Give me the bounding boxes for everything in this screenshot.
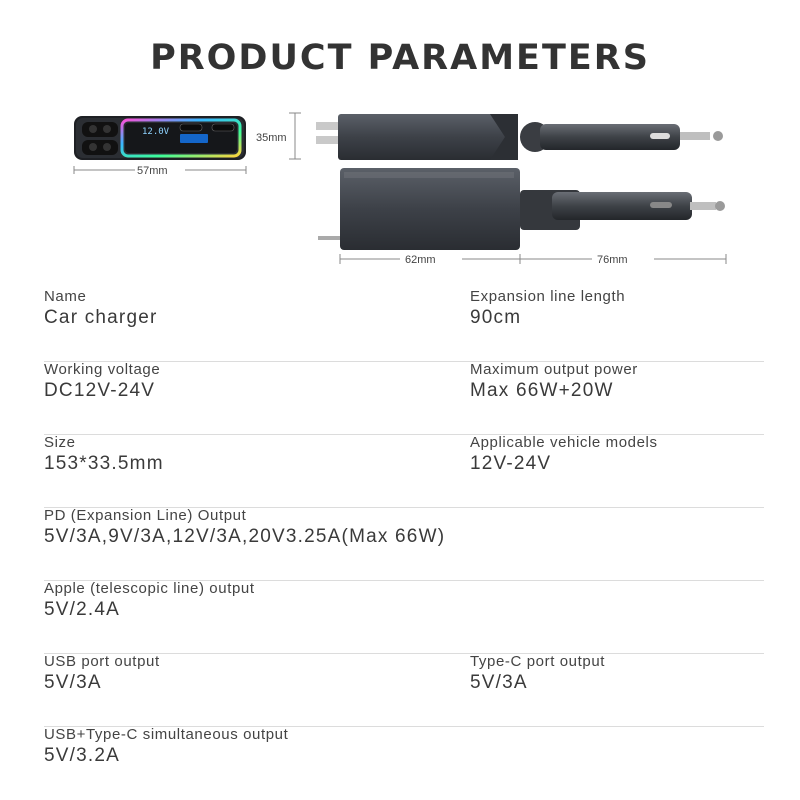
spec-value: 12V-24V (470, 453, 552, 474)
dim-width-front: 57mm (137, 165, 168, 177)
spec-label: USB port output (44, 653, 160, 670)
spec-apple-output (44, 580, 255, 622)
spec-label: PD (Expansion Line) Output (44, 507, 247, 524)
spec-usb-port-output (44, 653, 160, 695)
spec-row-apple-output (44, 580, 764, 640)
spec-value: 5V/3.2A (44, 745, 121, 766)
spec-max-output-power (470, 361, 638, 403)
spec-row-voltage (44, 361, 764, 421)
spec-name (44, 288, 158, 330)
spec-expansion-line-length (470, 288, 625, 330)
spec-row-port-output (44, 653, 764, 713)
front-view (74, 116, 246, 160)
dim-body-length: 62mm (405, 254, 436, 266)
spec-label: Expansion line length (470, 288, 626, 305)
page-title: PRODUCT PARAMETERS (150, 38, 650, 78)
side-view-bottom (318, 168, 725, 250)
spec-label: Working voltage (44, 361, 161, 378)
spec-value: 5V/3A (44, 672, 102, 693)
spec-applicable-vehicles (470, 434, 658, 476)
spec-working-voltage (44, 361, 160, 403)
spec-label: Name (44, 288, 87, 305)
spec-value: 5V/3A (470, 672, 528, 693)
spec-value: 5V/3A,9V/3A,12V/3A,20V3.25A(Max 66W) (44, 526, 446, 547)
spec-label: Type-C port output (470, 653, 606, 670)
spec-row-pd-output (44, 507, 764, 567)
spec-value: 5V/2.4A (44, 599, 121, 620)
svg-text:12.0V: 12.0V (142, 127, 170, 137)
spec-typec-port-output (470, 653, 605, 695)
product-illustration (0, 100, 800, 275)
dim-plug-length: 76mm (597, 254, 628, 266)
spec-value: DC12V-24V (44, 380, 156, 401)
spec-value: Max 66W+20W (470, 380, 614, 401)
dim-height: 35mm (256, 132, 287, 144)
spec-value: 153*33.5mm (44, 453, 164, 474)
spec-label: Applicable vehicle models (470, 434, 658, 451)
spec-row-name (44, 288, 764, 348)
spec-label: USB+Type-C simultaneous output (44, 726, 289, 743)
spec-label: Size (44, 434, 76, 451)
spec-pd-output (44, 507, 445, 549)
spec-size (44, 434, 164, 476)
spec-simultaneous-output (44, 726, 288, 768)
spec-value: 90cm (470, 307, 522, 328)
spec-value: Car charger (44, 307, 158, 328)
spec-row-size (44, 434, 764, 494)
spec-row-simultaneous-output (44, 726, 764, 786)
side-view-top (316, 114, 723, 160)
spec-label: Maximum output power (470, 361, 638, 378)
spec-label: Apple (telescopic line) output (44, 580, 255, 597)
